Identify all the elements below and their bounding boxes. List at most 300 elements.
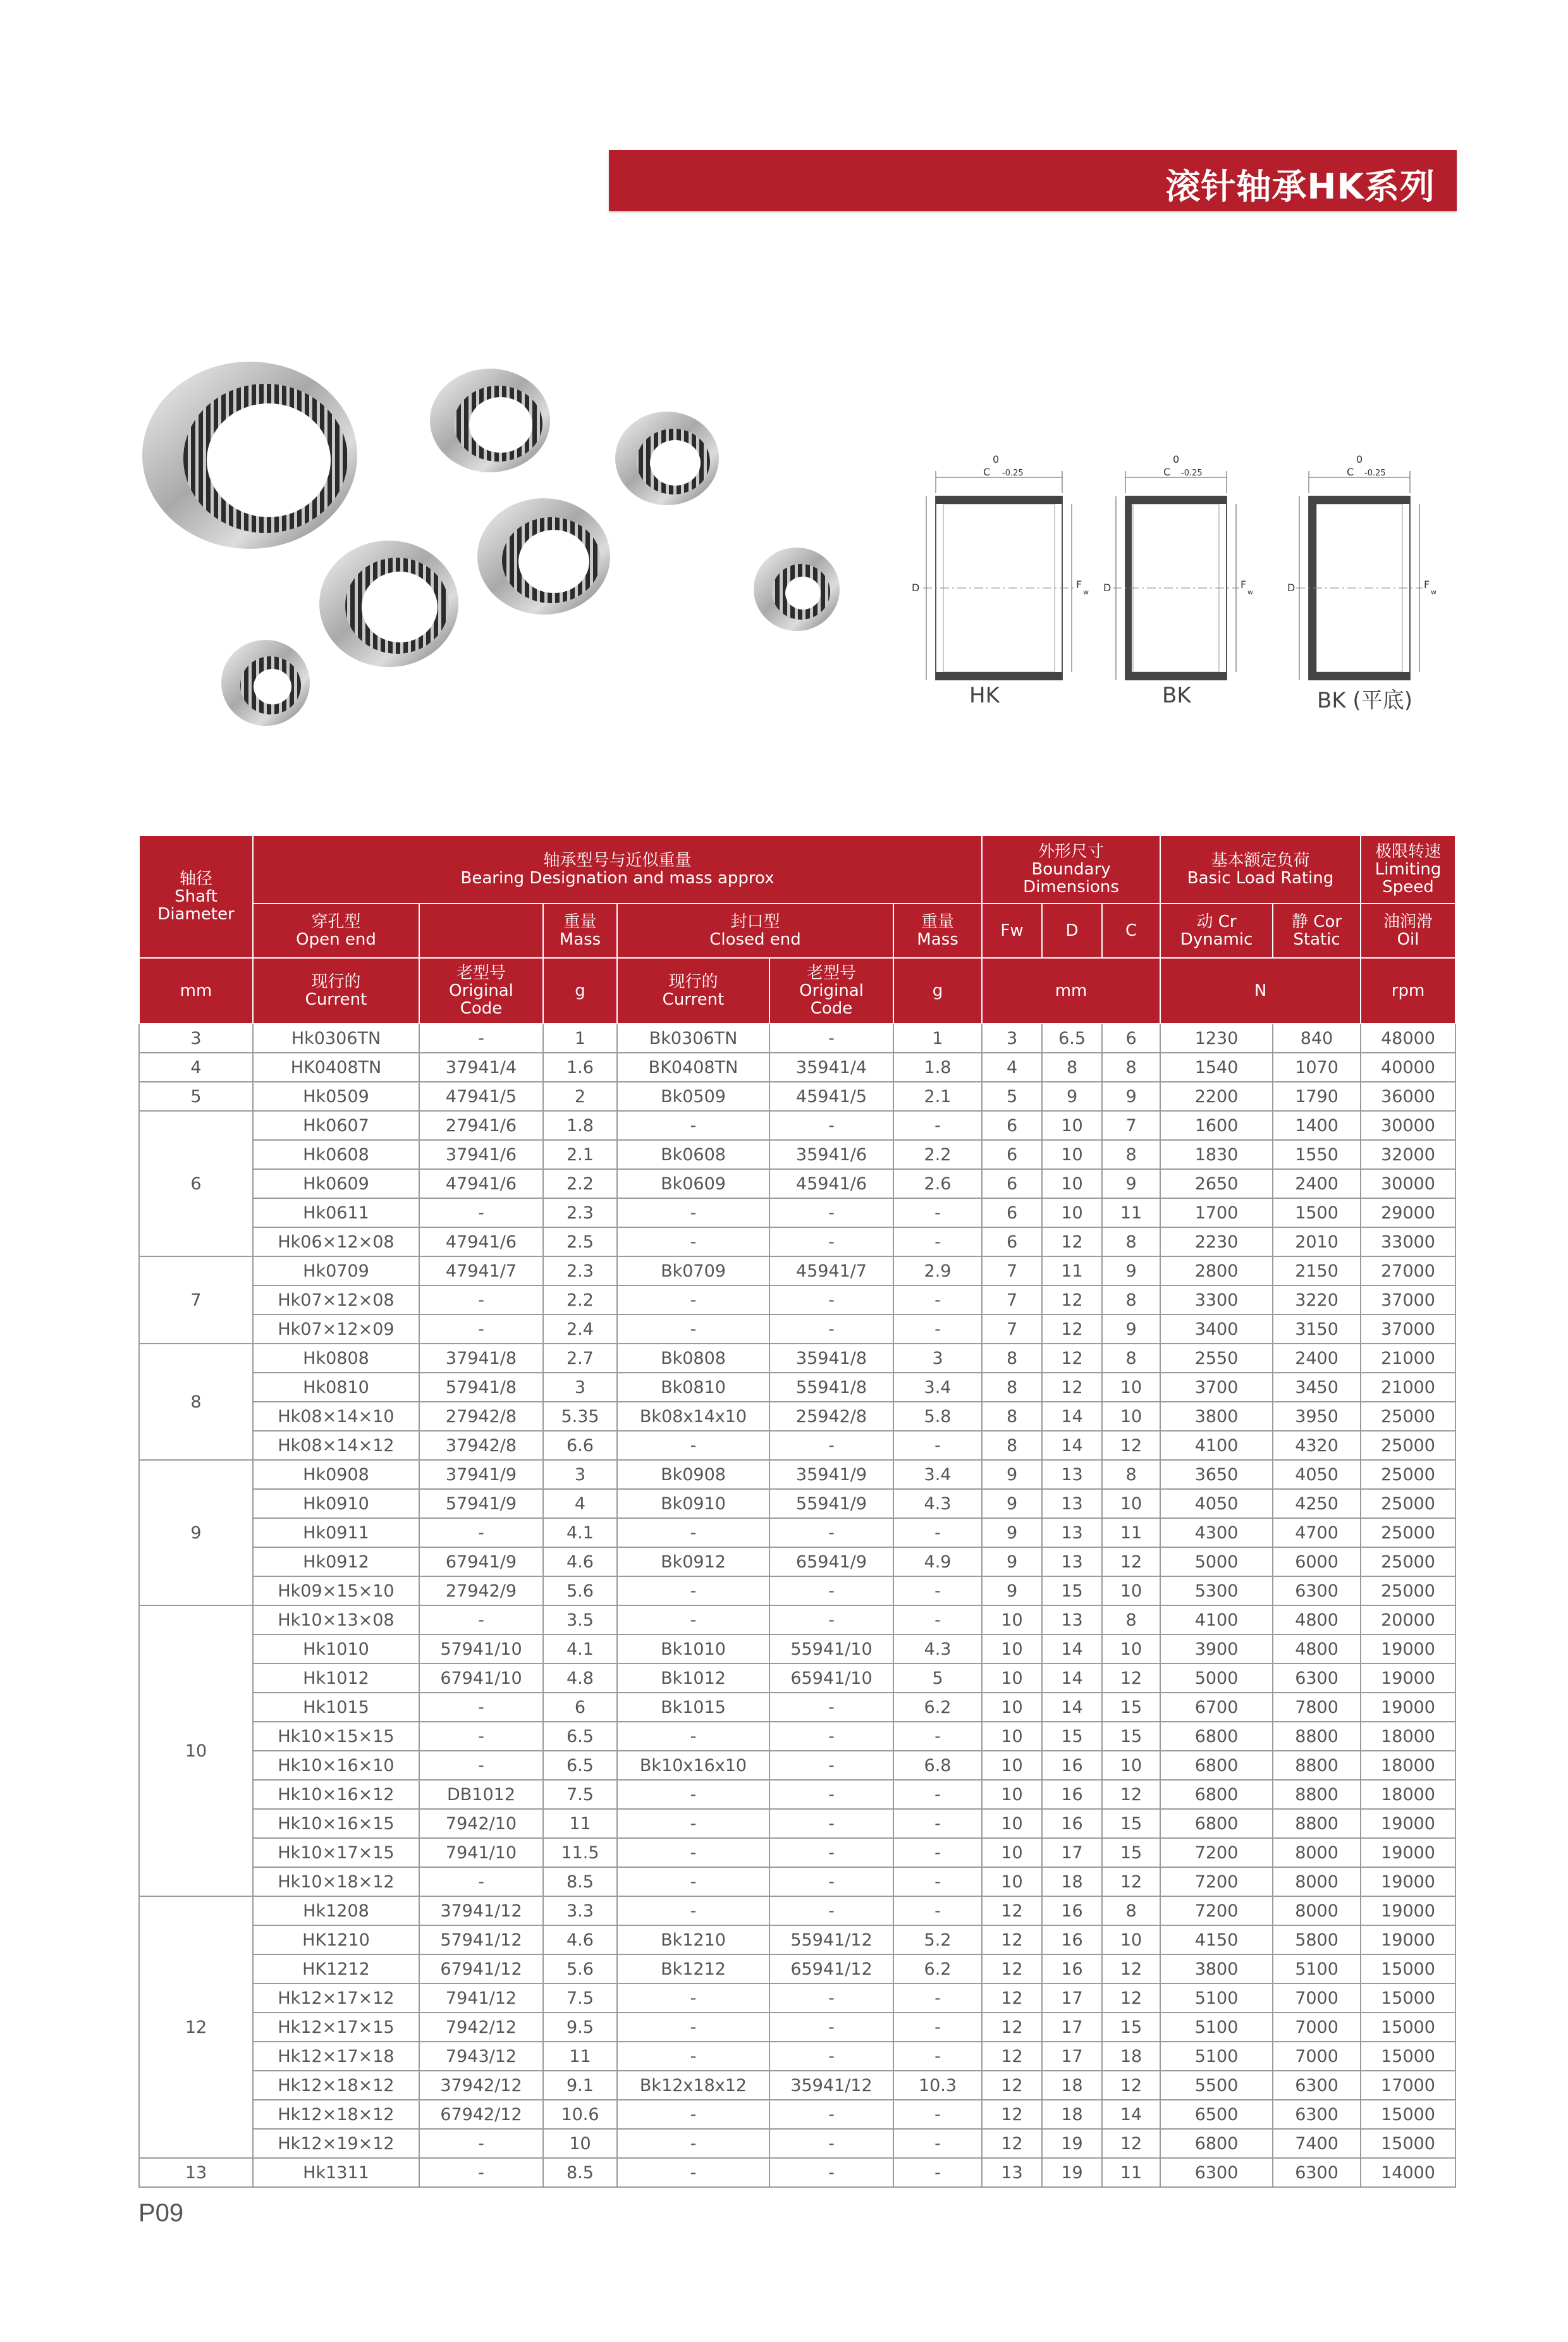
header-unit-g-2: g [893, 958, 982, 1024]
static-load-cell: 8800 [1273, 1780, 1361, 1809]
dynamic-load-cell: 6500 [1160, 2100, 1273, 2129]
table-row [139, 1460, 1455, 1489]
speed-cell: 37000 [1361, 1315, 1455, 1344]
current-open-cell: Hk0611 [253, 1198, 419, 1227]
d-cell: 17 [1042, 1838, 1102, 1867]
mass-closed-cell: - [893, 1315, 982, 1344]
original-open-cell: 47941/6 [419, 1227, 543, 1256]
original-open-cell: 57941/10 [419, 1634, 543, 1664]
current-closed-cell: - [617, 2100, 769, 2129]
current-closed-cell: Bk1012 [617, 1664, 769, 1693]
table-row [139, 2042, 1455, 2071]
c-cell: 10 [1102, 1634, 1160, 1664]
table-row [139, 1402, 1455, 1431]
original-open-cell: 57941/8 [419, 1373, 543, 1402]
current-open-cell: Hk10×13×08 [253, 1605, 419, 1634]
original-closed-cell: 45941/6 [769, 1169, 893, 1198]
header-mass-2: 重量 Mass [893, 904, 982, 958]
c-cell: 11 [1102, 2158, 1160, 2187]
c-cell: 11 [1102, 1198, 1160, 1227]
current-closed-cell: - [617, 1983, 769, 2013]
current-open-cell: Hk1311 [253, 2158, 419, 2187]
original-open-cell: - [419, 1198, 543, 1227]
c-cell: 15 [1102, 2013, 1160, 2042]
dynamic-load-cell: 6300 [1160, 2158, 1273, 2187]
static-load-cell: 1790 [1273, 1082, 1361, 1111]
c-cell: 10 [1102, 1925, 1160, 1954]
c-cell: 9 [1102, 1082, 1160, 1111]
current-open-cell: Hk10×18×12 [253, 1867, 419, 1896]
d-cell: 18 [1042, 2100, 1102, 2129]
dynamic-load-cell: 1230 [1160, 1024, 1273, 1053]
d-cell: 10 [1042, 1198, 1102, 1227]
mass-closed-cell: - [893, 1576, 982, 1605]
current-closed-cell: - [617, 1896, 769, 1925]
d-cell: 18 [1042, 1867, 1102, 1896]
mass-closed-cell: - [893, 1896, 982, 1925]
original-closed-cell: - [769, 1867, 893, 1896]
svg-text:0: 0 [1173, 453, 1180, 465]
current-closed-cell: - [617, 1809, 769, 1838]
mass-open-cell: 9.1 [543, 2071, 617, 2100]
original-open-cell: - [419, 1751, 543, 1780]
table-row [139, 1954, 1455, 1983]
original-open-cell: 27942/9 [419, 1576, 543, 1605]
mass-open-cell: 3.5 [543, 1605, 617, 1634]
header-bearing-designation: 轴承型号与近似重量 Bearing Designation and mass approx [253, 835, 982, 904]
current-closed-cell: Bk10x16x10 [617, 1751, 769, 1780]
table-row [139, 2100, 1455, 2129]
fw-cell: 12 [982, 2100, 1042, 2129]
c-cell: 15 [1102, 1693, 1160, 1722]
dynamic-load-cell: 1830 [1160, 1140, 1273, 1169]
dynamic-load-cell: 4100 [1160, 1605, 1273, 1634]
svg-text:C: C [1347, 466, 1354, 478]
mass-open-cell: 4.8 [543, 1664, 617, 1693]
current-open-cell: Hk09×15×10 [253, 1576, 419, 1605]
dynamic-load-cell: 3800 [1160, 1954, 1273, 1983]
mass-open-cell: 5.6 [543, 1954, 617, 1983]
mass-open-cell: 2.2 [543, 1285, 617, 1315]
bk-flat-drawing-icon [1287, 453, 1436, 680]
mass-open-cell: 7.5 [543, 1780, 617, 1809]
c-cell: 12 [1102, 1954, 1160, 1983]
current-closed-cell: Bk1212 [617, 1954, 769, 1983]
svg-text:D: D [1287, 582, 1295, 594]
current-closed-cell: Bk08x14x10 [617, 1402, 769, 1431]
table-row [139, 1867, 1455, 1896]
current-closed-cell: Bk12x18x12 [617, 2071, 769, 2100]
original-open-cell: 27941/6 [419, 1111, 543, 1140]
fw-cell: 12 [982, 2042, 1042, 2071]
mass-open-cell: 4.1 [543, 1634, 617, 1664]
mass-closed-cell: - [893, 1838, 982, 1867]
original-closed-cell: 25942/8 [769, 1402, 893, 1431]
speed-cell: 19000 [1361, 1634, 1455, 1664]
current-open-cell: Hk0609 [253, 1169, 419, 1198]
original-closed-cell: - [769, 2129, 893, 2158]
drawing-label-hk: HK [969, 683, 1000, 708]
d-cell: 16 [1042, 1896, 1102, 1925]
mass-open-cell: 2.3 [543, 1198, 617, 1227]
mass-open-cell: 2.5 [543, 1227, 617, 1256]
static-load-cell: 1070 [1273, 1053, 1361, 1082]
dynamic-load-cell: 6800 [1160, 2129, 1273, 2158]
header-boundary: 外形尺寸 Boundary Dimensions [982, 835, 1160, 904]
d-cell: 13 [1042, 1547, 1102, 1576]
original-open-cell: - [419, 1285, 543, 1315]
static-load-cell: 3220 [1273, 1285, 1361, 1315]
header-current-1: 现行的 Current [253, 958, 419, 1024]
d-cell: 6.5 [1042, 1024, 1102, 1053]
dynamic-load-cell: 5300 [1160, 1576, 1273, 1605]
dynamic-load-cell: 2650 [1160, 1169, 1273, 1198]
dynamic-load-cell: 1540 [1160, 1053, 1273, 1082]
fw-cell: 10 [982, 1693, 1042, 1722]
original-closed-cell: - [769, 1605, 893, 1634]
original-closed-cell: 65941/12 [769, 1954, 893, 1983]
original-closed-cell: - [769, 1576, 893, 1605]
static-load-cell: 4250 [1273, 1489, 1361, 1518]
dynamic-load-cell: 6800 [1160, 1722, 1273, 1751]
static-load-cell: 7400 [1273, 2129, 1361, 2158]
static-load-cell: 7000 [1273, 1983, 1361, 2013]
original-open-cell: 67941/12 [419, 1954, 543, 1983]
dynamic-load-cell: 2550 [1160, 1344, 1273, 1373]
mass-closed-cell: - [893, 1285, 982, 1315]
table-row [139, 1664, 1455, 1693]
dynamic-load-cell: 3900 [1160, 1634, 1273, 1664]
current-closed-cell: - [617, 1780, 769, 1809]
original-open-cell: 47941/6 [419, 1169, 543, 1198]
dynamic-load-cell: 5500 [1160, 2071, 1273, 2100]
table-row [139, 1634, 1455, 1664]
original-open-cell: DB1012 [419, 1780, 543, 1809]
mass-open-cell: 6.5 [543, 1751, 617, 1780]
static-load-cell: 8000 [1273, 1896, 1361, 1925]
fw-cell: 10 [982, 1722, 1042, 1751]
bearing-front-small-icon [221, 640, 310, 726]
d-cell: 12 [1042, 1373, 1102, 1402]
d-cell: 16 [1042, 1925, 1102, 1954]
mass-closed-cell: - [893, 1983, 982, 2013]
current-closed-cell: Bk0808 [617, 1344, 769, 1373]
svg-text:C: C [1163, 466, 1171, 478]
original-closed-cell: - [769, 1693, 893, 1722]
static-load-cell: 6300 [1273, 2071, 1361, 2100]
current-open-cell: Hk0912 [253, 1547, 419, 1576]
original-closed-cell: 35941/8 [769, 1344, 893, 1373]
static-load-cell: 1400 [1273, 1111, 1361, 1140]
mass-closed-cell: 10.3 [893, 2071, 982, 2100]
mass-open-cell: 2.7 [543, 1344, 617, 1373]
table-row [139, 1344, 1455, 1373]
table-row [139, 1315, 1455, 1344]
bearing-small-right-icon [615, 412, 719, 505]
original-closed-cell: 55941/12 [769, 1925, 893, 1954]
c-cell: 14 [1102, 2100, 1160, 2129]
header-closed-end: 封口型 Closed end [617, 904, 893, 958]
current-closed-cell: - [617, 1838, 769, 1867]
mass-open-cell: 6.6 [543, 1431, 617, 1460]
fw-cell: 12 [982, 1896, 1042, 1925]
shaft-diameter-cell: 4 [139, 1053, 253, 1082]
original-closed-cell: - [769, 1896, 893, 1925]
original-closed-cell: - [769, 1024, 893, 1053]
speed-cell: 18000 [1361, 1780, 1455, 1809]
dynamic-load-cell: 2200 [1160, 1082, 1273, 1111]
mass-closed-cell: 3.4 [893, 1460, 982, 1489]
static-load-cell: 2400 [1273, 1344, 1361, 1373]
shaft-diameter-cell: 3 [139, 1024, 253, 1053]
mass-open-cell: 2 [543, 1082, 617, 1111]
current-open-cell: Hk07×12×09 [253, 1315, 419, 1344]
d-cell: 18 [1042, 2071, 1102, 2100]
d-cell: 16 [1042, 1809, 1102, 1838]
d-cell: 12 [1042, 1344, 1102, 1373]
dynamic-load-cell: 3300 [1160, 1285, 1273, 1315]
static-load-cell: 840 [1273, 1024, 1361, 1053]
static-load-cell: 5800 [1273, 1925, 1361, 1954]
speed-cell: 25000 [1361, 1576, 1455, 1605]
d-cell: 15 [1042, 1722, 1102, 1751]
fw-cell: 6 [982, 1140, 1042, 1169]
page-title: 滚针轴承HK系列 [1165, 166, 1435, 207]
speed-cell: 19000 [1361, 1664, 1455, 1693]
current-open-cell: Hk12×19×12 [253, 2129, 419, 2158]
original-open-cell: 67941/10 [419, 1664, 543, 1693]
fw-cell: 10 [982, 1664, 1042, 1693]
c-cell: 8 [1102, 1140, 1160, 1169]
original-open-cell: 7941/10 [419, 1838, 543, 1867]
current-closed-cell: - [617, 1198, 769, 1227]
fw-cell: 9 [982, 1547, 1042, 1576]
current-open-cell: Hk1015 [253, 1693, 419, 1722]
c-cell: 8 [1102, 1285, 1160, 1315]
static-load-cell: 7000 [1273, 2013, 1361, 2042]
mass-closed-cell: - [893, 2158, 982, 2187]
mass-open-cell: 2.4 [543, 1315, 617, 1344]
svg-text:D: D [912, 582, 920, 594]
header-unit-mm: mm [139, 958, 253, 1024]
fw-cell: 12 [982, 2129, 1042, 2158]
original-closed-cell: - [769, 1198, 893, 1227]
speed-cell: 15000 [1361, 2129, 1455, 2158]
c-cell: 15 [1102, 1809, 1160, 1838]
fw-cell: 7 [982, 1315, 1042, 1344]
mass-open-cell: 6 [543, 1693, 617, 1722]
table-row [139, 1256, 1455, 1285]
mass-closed-cell: 5.8 [893, 1402, 982, 1431]
speed-cell: 17000 [1361, 2071, 1455, 2100]
original-open-cell: 37941/4 [419, 1053, 543, 1082]
original-closed-cell: - [769, 1722, 893, 1751]
static-load-cell: 8000 [1273, 1838, 1361, 1867]
current-closed-cell: Bk1010 [617, 1634, 769, 1664]
mass-closed-cell: - [893, 2129, 982, 2158]
current-open-cell: Hk1012 [253, 1664, 419, 1693]
d-cell: 17 [1042, 1983, 1102, 2013]
d-cell: 16 [1042, 1751, 1102, 1780]
d-cell: 12 [1042, 1227, 1102, 1256]
original-closed-cell: - [769, 1315, 893, 1344]
current-open-cell: Hk0607 [253, 1111, 419, 1140]
d-cell: 16 [1042, 1954, 1102, 1983]
dynamic-load-cell: 6800 [1160, 1780, 1273, 1809]
dynamic-load-cell: 6800 [1160, 1751, 1273, 1780]
header-dynamic: 动 Cr Dynamic [1160, 904, 1273, 958]
fw-cell: 10 [982, 1867, 1042, 1896]
fw-cell: 9 [982, 1489, 1042, 1518]
fw-cell: 10 [982, 1780, 1042, 1809]
original-open-cell: - [419, 2158, 543, 2187]
original-closed-cell: - [769, 1751, 893, 1780]
spec-table [138, 835, 1456, 2188]
table-row [139, 1722, 1455, 1751]
table-row [139, 1576, 1455, 1605]
current-open-cell: Hk12×18×12 [253, 2100, 419, 2129]
table-row [139, 1111, 1455, 1140]
current-open-cell: Hk10×17×15 [253, 1838, 419, 1867]
table-row [139, 1925, 1455, 1954]
static-load-cell: 8000 [1273, 1867, 1361, 1896]
c-cell: 8 [1102, 1460, 1160, 1489]
original-open-cell: 37942/12 [419, 2071, 543, 2100]
speed-cell: 32000 [1361, 1140, 1455, 1169]
c-cell: 11 [1102, 1518, 1160, 1547]
speed-cell: 30000 [1361, 1111, 1455, 1140]
current-closed-cell: - [617, 1315, 769, 1344]
c-cell: 12 [1102, 1431, 1160, 1460]
dynamic-load-cell: 3700 [1160, 1373, 1273, 1402]
fw-cell: 5 [982, 1082, 1042, 1111]
d-cell: 9 [1042, 1082, 1102, 1111]
static-load-cell: 1550 [1273, 1140, 1361, 1169]
speed-cell: 25000 [1361, 1547, 1455, 1576]
bearing-tilted-icon [319, 541, 458, 667]
drawing-label-bk-flat: BK (平底) [1317, 688, 1412, 713]
current-closed-cell: - [617, 1431, 769, 1460]
bk-drawing-icon [1103, 453, 1253, 680]
current-open-cell: HK1212 [253, 1954, 419, 1983]
fw-cell: 10 [982, 1634, 1042, 1664]
table-row [139, 1751, 1455, 1780]
static-load-cell: 2150 [1273, 1256, 1361, 1285]
current-open-cell: Hk0509 [253, 1082, 419, 1111]
c-cell: 10 [1102, 1751, 1160, 1780]
current-closed-cell: - [617, 2013, 769, 2042]
speed-cell: 36000 [1361, 1082, 1455, 1111]
d-cell: 14 [1042, 1634, 1102, 1664]
table-row [139, 2013, 1455, 2042]
current-open-cell: Hk08×14×10 [253, 1402, 419, 1431]
original-closed-cell: - [769, 1431, 893, 1460]
speed-cell: 18000 [1361, 1722, 1455, 1751]
cross-section-drawings [910, 417, 1461, 714]
original-open-cell: 67942/12 [419, 2100, 543, 2129]
static-load-cell: 3150 [1273, 1315, 1361, 1344]
mass-open-cell: 5.35 [543, 1402, 617, 1431]
d-cell: 13 [1042, 1489, 1102, 1518]
static-load-cell: 4320 [1273, 1431, 1361, 1460]
static-load-cell: 2400 [1273, 1169, 1361, 1198]
original-open-cell: - [419, 2129, 543, 2158]
current-open-cell: Hk0306TN [253, 1024, 419, 1053]
mass-open-cell: 2.3 [543, 1256, 617, 1285]
dynamic-load-cell: 1600 [1160, 1111, 1273, 1140]
fw-cell: 12 [982, 1954, 1042, 1983]
current-open-cell: Hk0808 [253, 1344, 419, 1373]
current-open-cell: HK1210 [253, 1925, 419, 1954]
speed-cell: 37000 [1361, 1285, 1455, 1315]
static-load-cell: 4800 [1273, 1605, 1361, 1634]
current-open-cell: Hk0911 [253, 1518, 419, 1547]
mass-closed-cell: 4.3 [893, 1634, 982, 1664]
original-closed-cell: - [769, 2013, 893, 2042]
original-open-cell: 37941/9 [419, 1460, 543, 1489]
speed-cell: 25000 [1361, 1518, 1455, 1547]
mass-open-cell: 8.5 [543, 1867, 617, 1896]
speed-cell: 19000 [1361, 1896, 1455, 1925]
mass-open-cell: 1 [543, 1024, 617, 1053]
current-open-cell: Hk1208 [253, 1896, 419, 1925]
original-closed-cell: 35941/4 [769, 1053, 893, 1082]
mass-open-cell: 4 [543, 1489, 617, 1518]
static-load-cell: 6000 [1273, 1547, 1361, 1576]
mass-closed-cell: 3.4 [893, 1373, 982, 1402]
fw-cell: 12 [982, 2013, 1042, 2042]
original-open-cell: 37941/12 [419, 1896, 543, 1925]
current-open-cell: Hk12×17×15 [253, 2013, 419, 2042]
bearing-medium-icon [430, 369, 550, 472]
mass-closed-cell: - [893, 1111, 982, 1140]
mass-closed-cell: - [893, 1809, 982, 1838]
table-body [139, 1024, 1455, 2187]
table-row [139, 1896, 1455, 1925]
speed-cell: 19000 [1361, 1925, 1455, 1954]
c-cell: 8 [1102, 1227, 1160, 1256]
mass-open-cell: 11.5 [543, 1838, 617, 1867]
shaft-diameter-cell: 12 [139, 1896, 253, 2158]
shaft-diameter-cell: 5 [139, 1082, 253, 1111]
d-cell: 16 [1042, 1780, 1102, 1809]
speed-cell: 20000 [1361, 1605, 1455, 1634]
speed-cell: 27000 [1361, 1256, 1455, 1285]
svg-text:F: F [1424, 579, 1430, 591]
fw-cell: 8 [982, 1373, 1042, 1402]
dynamic-load-cell: 7200 [1160, 1896, 1273, 1925]
c-cell: 12 [1102, 2129, 1160, 2158]
table-row [139, 1082, 1455, 1111]
mass-closed-cell: 4.3 [893, 1489, 982, 1518]
d-cell: 13 [1042, 1605, 1102, 1634]
d-cell: 14 [1042, 1402, 1102, 1431]
static-load-cell: 6300 [1273, 2158, 1361, 2187]
static-load-cell: 2010 [1273, 1227, 1361, 1256]
mass-closed-cell: 2.6 [893, 1169, 982, 1198]
dynamic-load-cell: 3650 [1160, 1460, 1273, 1489]
dynamic-load-cell: 2230 [1160, 1227, 1273, 1256]
fw-cell: 6 [982, 1111, 1042, 1140]
static-load-cell: 3950 [1273, 1402, 1361, 1431]
current-closed-cell: - [617, 2042, 769, 2071]
fw-cell: 10 [982, 1809, 1042, 1838]
d-cell: 19 [1042, 2158, 1102, 2187]
c-cell: 9 [1102, 1169, 1160, 1198]
original-closed-cell: 55941/8 [769, 1373, 893, 1402]
mass-open-cell: 3 [543, 1460, 617, 1489]
mass-open-cell: 10.6 [543, 2100, 617, 2129]
